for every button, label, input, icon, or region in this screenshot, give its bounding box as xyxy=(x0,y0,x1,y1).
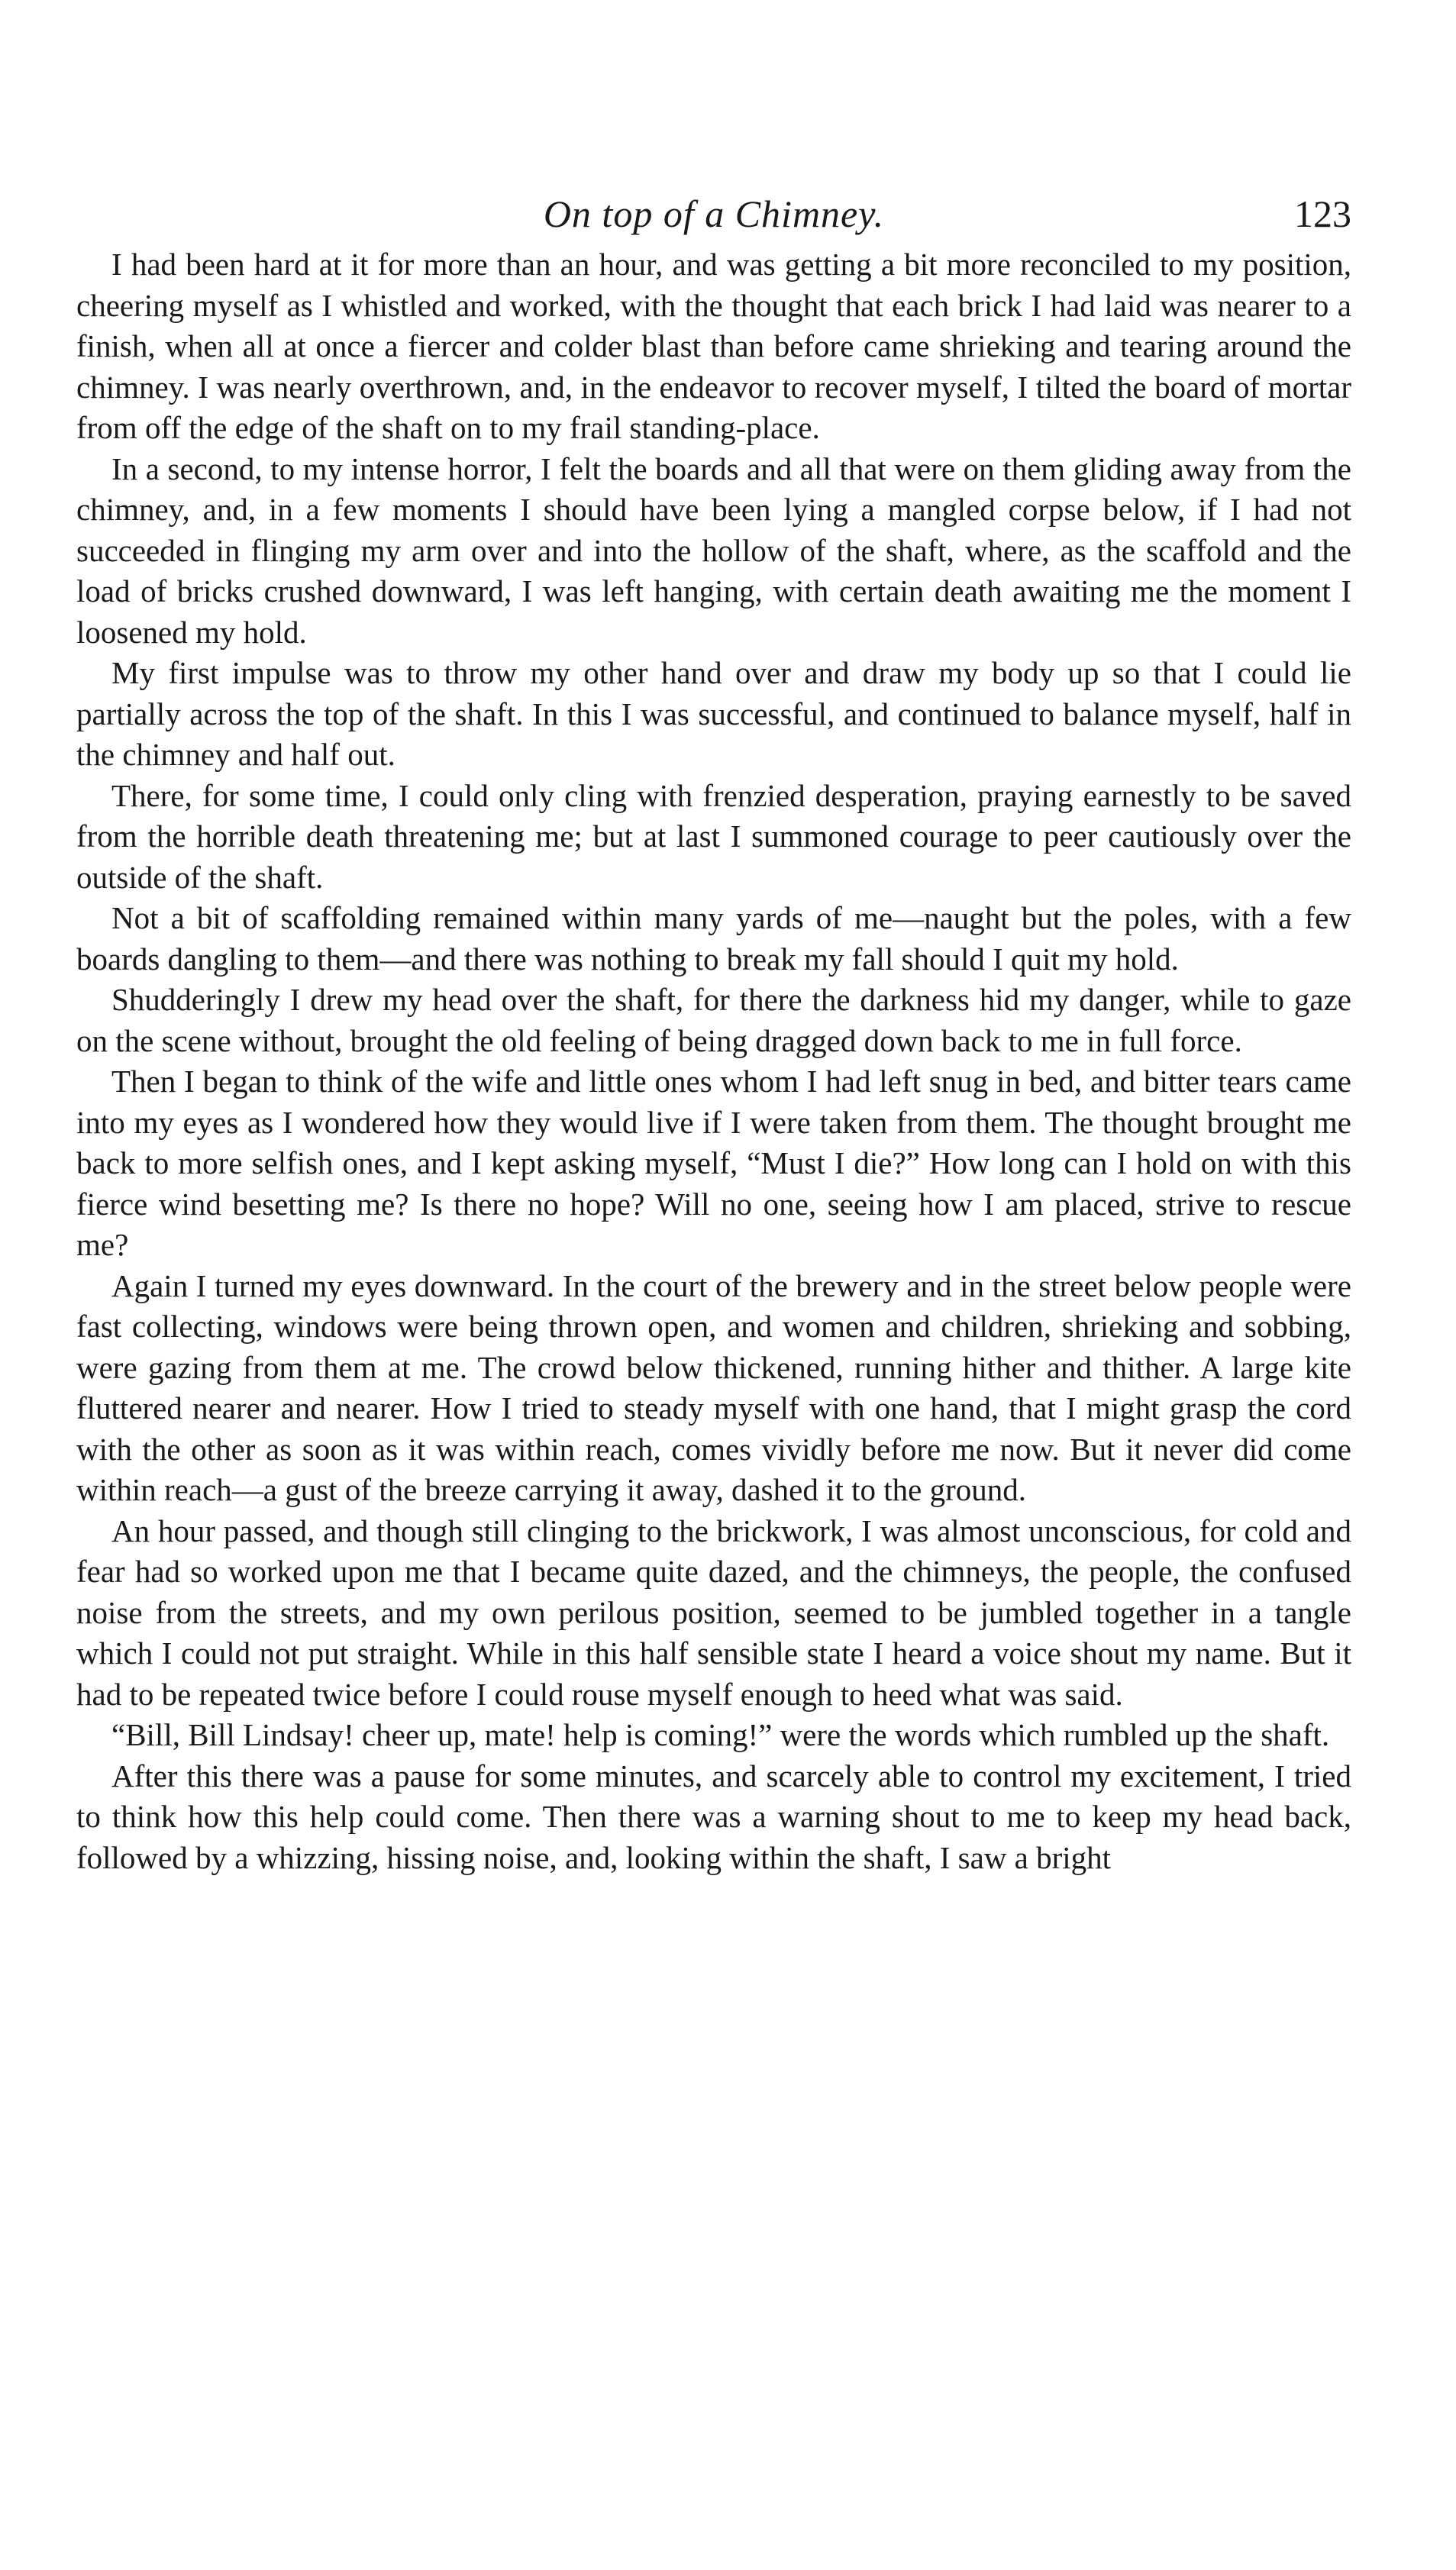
paragraph: An hour passed, and though still clinging to the brickwork, I was almost unconscious, for cold and fear had so worked upon me that I became quite dazed, and the chimneys, the people, the confused noise from the streets, and my own perilous position, seemed to be jumbled together in a tangle which I could not put straight. While in this half sensible state I heard a voice shout my name. But it had to be repeated twice before I could rouse myself enough to heed what was said. xyxy=(76,1513,1351,1712)
paragraph: I had been hard at it for more than an hour, and was getting a bit more reconciled to my position, cheering myself as I whistled and worked, with the thought that each brick I had laid was nearer to a finish, when all at once a fiercer and colder blast than before came shrieking and tearing around the chimney. I was nearly overthrown, and, in the endeavor to recover myself, I tilted the board of mortar from off the edge of the shaft on to my frail standing-place. xyxy=(76,247,1351,445)
paragraph: Then I began to think of the wife and little ones whom I had left snug in bed, and bitter tears came into my eyes as I wondered how they would live if I were taken from them. The thought brought me back to more selfish ones, and I kept asking myself, “Must I die?” How long can I hold on with this fierce wind besetting me? Is there no hope? Will no one, seeing how I am placed, strive to rescue me? xyxy=(76,1064,1351,1262)
paragraph: Again I turned my eyes downward. In the court of the brewery and in the street below people were fast collecting, windows were being thrown open, and women and children, shrieking and sobbing, were gazing from them at me. The crowd below thickened, running hither and thither. A large kite fluttered nearer and nearer. How I tried to steady myself with one hand, that I might grasp the cord with the other as soon as it was within reach, comes vividly before me now. But it never did come within reach—a gust of the breeze carrying it away, dashed it to the ground. xyxy=(76,1267,1351,1507)
paragraph: There, for some time, I could only cling with frenzied desperation, praying earnestly to be saved from the horrible death threatening me; but at last I summoned courage to peer cautiously over the outside of the shaft. xyxy=(76,777,1351,895)
paragraph: My first impulse was to throw my other hand over and draw my body up so that I could lie partially across the top of the shaft. In this I was successful, and continued to balance myself, half in the chimney and half out. xyxy=(76,655,1351,772)
paragraph: Shudderingly I drew my head over the shaft, for there the darkness hid my danger, while to gaze on the scene without, brought the old feeling of being dragged down back to me in full force. xyxy=(76,982,1351,1058)
running-title: On top of a Chimney. xyxy=(543,192,885,235)
page-number: 123 xyxy=(1294,192,1351,235)
paragraph: In a second, to my intense horror, I felt the boards and all that were on them gliding away from the chimney, and, in a few moments I should have been lying a mangled corpse below, if I had not succeeded in flinging my arm over and into the hollow of the shaft, where, as the scaffold and the load of bricks crushed downward, I was left hanging, with certain death awaiting me the moment I loosened my hold. xyxy=(76,450,1351,650)
paragraph: After this there was a pause for some minutes, and scarcely able to control my excitement, I tried to think how this help could come. Then there was a warning shout to me to keep my head back, followed by a whizzing, hissing noise, and, looking within the shaft, I saw a bright xyxy=(76,1758,1351,1875)
body-text xyxy=(76,244,1351,1878)
running-head xyxy=(76,183,1351,244)
paragraph: “Bill, Bill Lindsay! cheer up, mate! help is coming!” were the words which rumbled up the shaft. xyxy=(111,1717,1330,1752)
paragraph: Not a bit of scaffolding remained within many yards of me—naught but the poles, with a few boards dangling to them—and there was nothing to break my fall should I quit my hold. xyxy=(76,900,1351,977)
